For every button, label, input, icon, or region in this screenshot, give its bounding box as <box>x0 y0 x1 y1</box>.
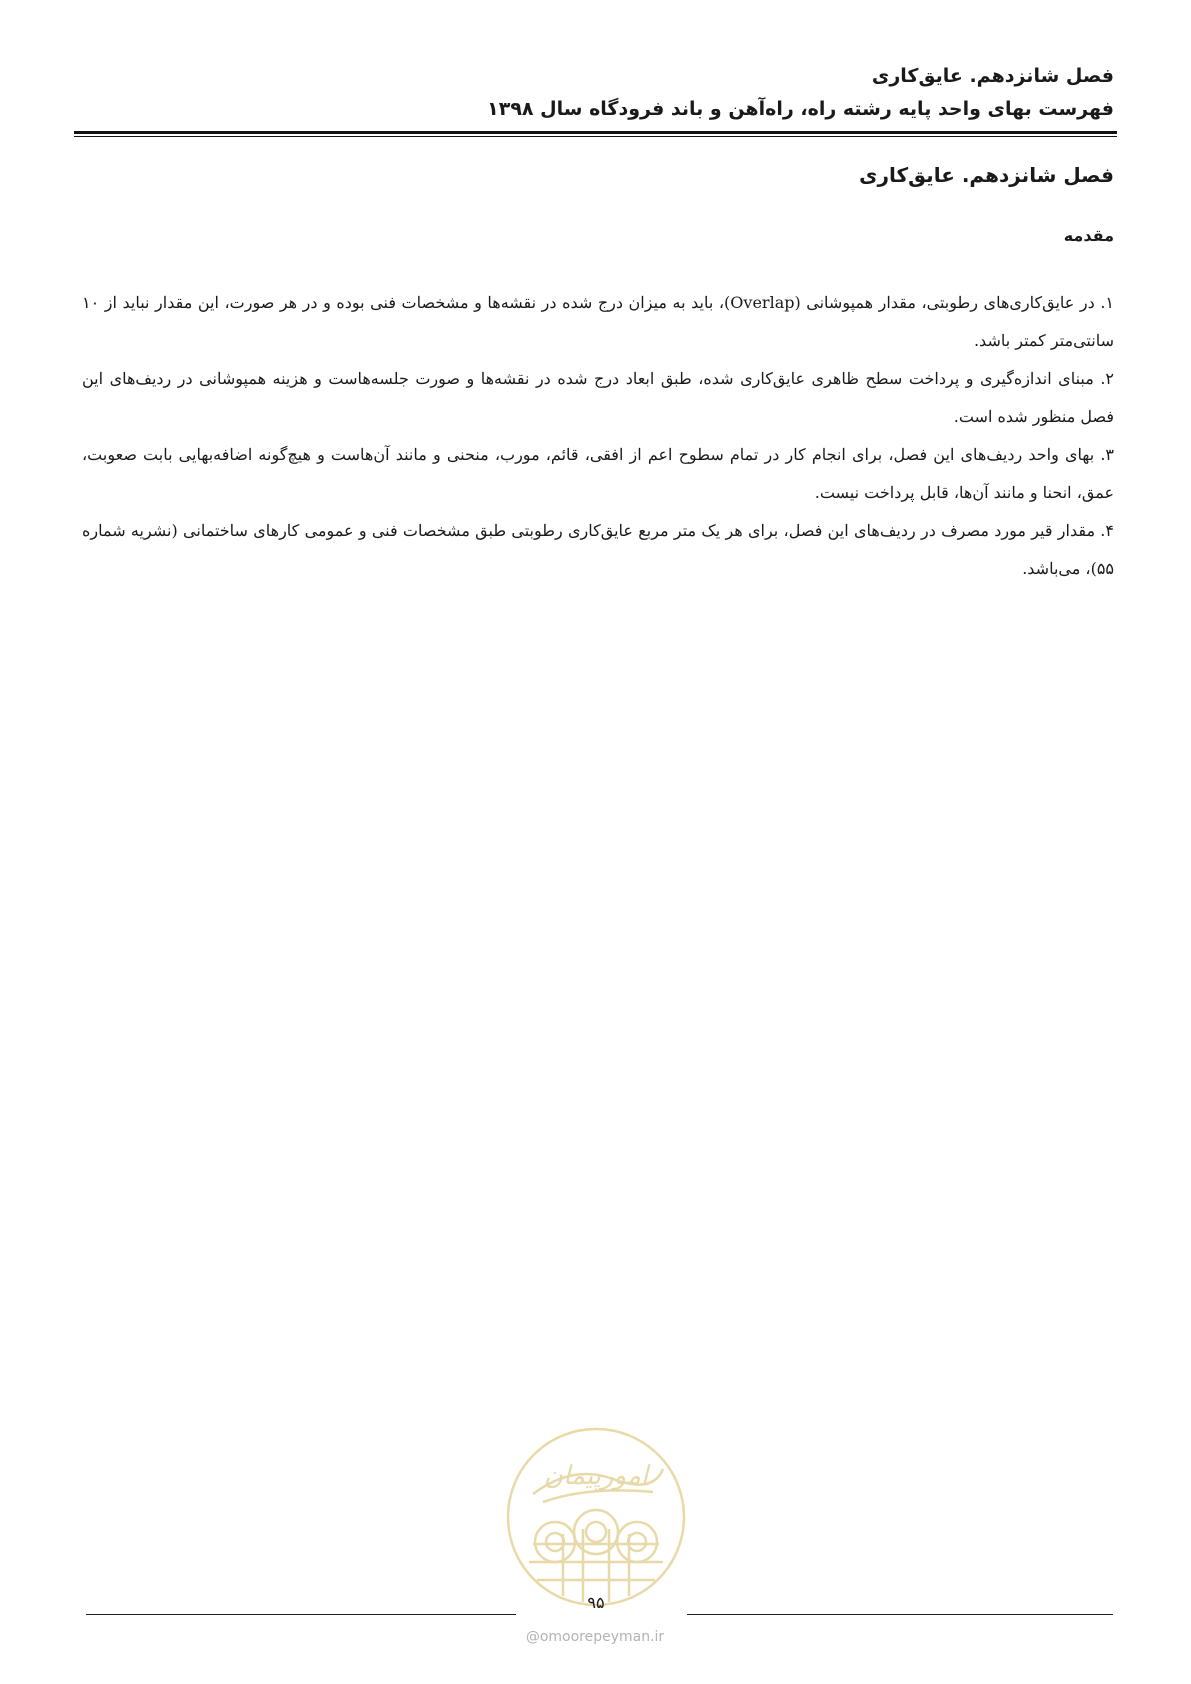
paragraph-3: ۳. بهای واحد ردیف‌های این فصل، برای انجام کار در تمام سطوح اعم از افقی، قائم، مورب، منحنی و مانند آن‌هاست و هیچ‌گونه اضافه‌بهایی بابت صعوبت، عمق، انحنا و مانند آن‌ها، قابل پرداخت نیست. <box>82 445 1114 502</box>
paragraph-1: ۱. در عایق‌کاری‌های رطوبتی، مقدار همپوشانی (Overlap)، باید به میزان درج شده در نقشه‌ها و مشخصات فنی بوده و در هر صورت، این مقدار نباید از ۱۰ سانتی‌متر کمتر باشد. <box>82 293 1115 350</box>
page-number: ۹۵ <box>587 1593 605 1612</box>
running-header-book-title: فهرست بهای واحد پایه رشته راه، راه‌آهن و باند فرودگاه سال ۱۳۹۸ <box>487 98 1114 120</box>
watermark-logo-text: امورپیمان <box>543 1461 649 1491</box>
chapter-title: فصل شانزدهم. عایق‌کاری <box>859 163 1114 187</box>
header-rule <box>74 131 1117 134</box>
watermark-url: @omoorepeyman.ir <box>525 1629 665 1645</box>
watermark-logo <box>503 1424 689 1610</box>
body-text <box>82 284 1114 588</box>
footer-rule-left <box>86 1614 516 1615</box>
section-title: مقدمه <box>1063 226 1114 245</box>
footer-rule-right <box>687 1614 1113 1615</box>
paragraph-4: ۴. مقدار قیر مورد مصرف در ردیف‌های این فصل، برای هر یک متر مربع عایق‌کاری رطوبتی طبق مشخصات فنی و عمومی کارهای ساختمانی (نشریه شماره ۵۵)، می‌باشد. <box>82 521 1114 578</box>
header-rule-thin <box>74 136 1117 137</box>
running-header <box>77 60 1114 126</box>
paragraph-2: ۲. مبنای اندازه‌گیری و پرداخت سطح ظاهری عایق‌کاری شده، طبق ابعاد درج شده در نقشه‌ها و صورت جلسه‌هاست و هزینه همپوشانی در ردیف‌های این فصل منظور شده است. <box>82 369 1114 426</box>
running-header-chapter: فصل شانزدهم. عایق‌کاری <box>871 65 1114 87</box>
